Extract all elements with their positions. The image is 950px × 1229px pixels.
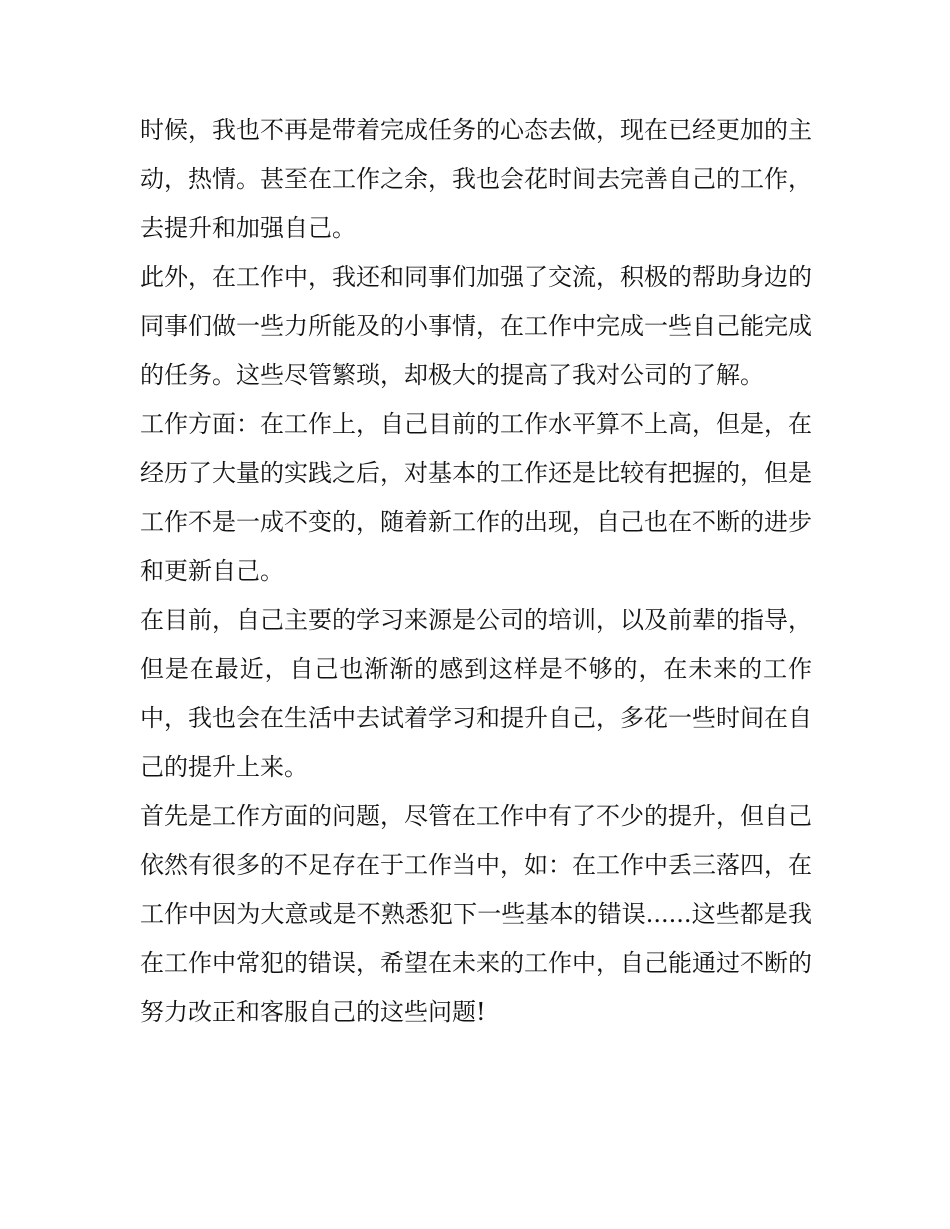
paragraph-3: 工作方面：在工作上，自己目前的工作水平算不上高，但是，在经历了大量的实践之后，对基本的工作还是比较有把握的，但是工作不是一成不变的，随着新工作的出现，自己也在不断的进步和更新自己。	[140, 410, 812, 585]
paragraph-5: 首先是工作方面的问题，尽管在工作中有了不少的提升，但自己依然有很多的不足存在于工作当中，如：在工作中丢三落四，在工作中因为大意或是不熟悉犯下一些基本的错误......这些都是我在工作中常犯的错误，希望在未来的工作中，自己能通过不断的努力改正和客服自己的这些问题!	[140, 802, 812, 1026]
document-body	[140, 106, 812, 1037]
paragraph-2: 此外，在工作中，我还和同事们加强了交流，积极的帮助身边的同事们做一些力所能及的小事情，在工作中完成一些自己能完成的任务。这些尽管繁琐，却极大的提高了我对公司的了解。	[140, 263, 812, 389]
paragraph-1: 时候，我也不再是带着完成任务的心态去做，现在已经更加的主动，热情。甚至在工作之余，我也会花时间去完善自己的工作，去提升和加强自己。	[140, 116, 812, 242]
paragraph-4: 在目前，自己主要的学习来源是公司的培训，以及前辈的指导，但是在最近，自己也渐渐的感到这样是不够的，在未来的工作中，我也会在生活中去试着学习和提升自己，多花一些时间在自己的提升上来。	[140, 606, 812, 781]
